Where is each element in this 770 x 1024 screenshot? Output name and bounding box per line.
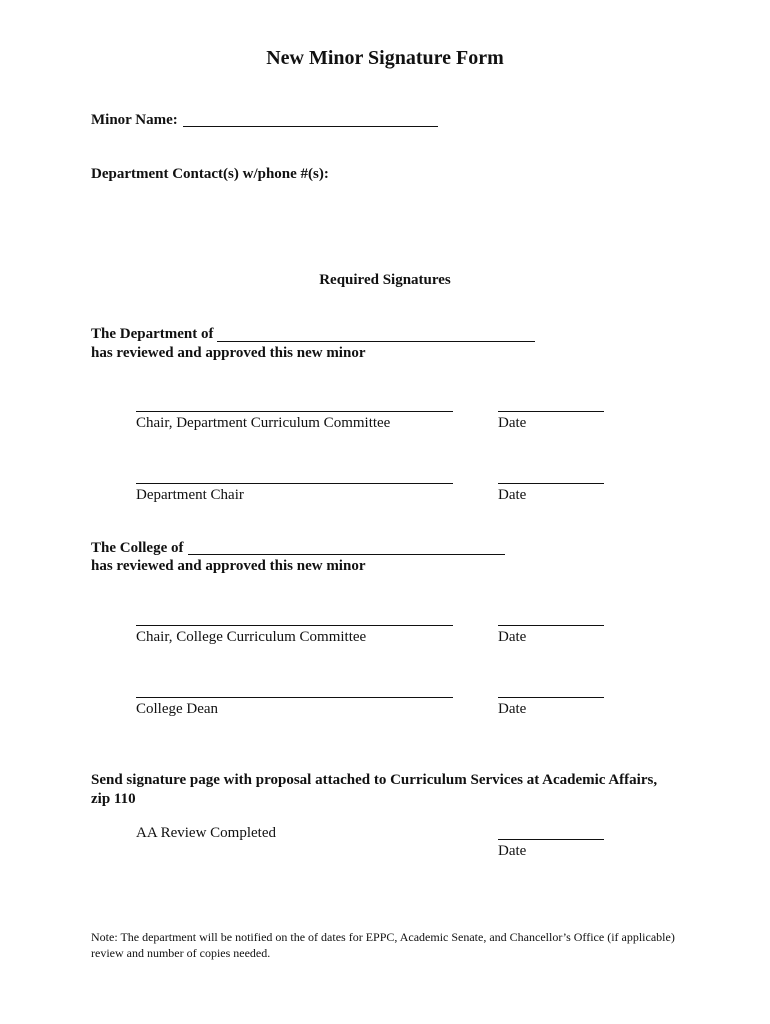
signature-role-label: Chair, College Curriculum Committee [136,629,367,645]
signature-line-dept-curriculum-chair[interactable] [136,411,453,412]
department-contacts-label: Department Contact(s) w/phone #(s): [91,166,329,182]
signature-role-label: College Dean [136,701,219,717]
college-of-label: The College of [91,540,184,556]
signature-role-label: Chair, Department Curriculum Committee [136,415,391,431]
date-label: Date [498,629,527,645]
date-label: Date [498,701,527,717]
date-line-college-curriculum-chair[interactable] [498,625,604,626]
date-line-department-chair[interactable] [498,483,604,484]
send-instructions-line1: Send signature page with proposal attached to Curriculum Services at Academic Affairs, [91,772,658,788]
required-signatures-heading: Required Signatures [319,272,451,288]
aa-review-label: AA Review Completed [136,825,276,841]
college-approval-text: has reviewed and approved this new minor [91,558,366,574]
college-name-field[interactable] [188,554,505,555]
department-of-label: The Department of [91,326,214,342]
date-label: Date [498,843,527,859]
date-line-dept-curriculum-chair[interactable] [498,411,604,412]
footer-note: Note: The department will be notified on the of dates for EPPC, Academic Senate, and Chancellor’s Office (if applicable) review and number of copies needed. [91,930,675,960]
send-instructions-line2: zip 110 [91,791,136,807]
department-approval-text: has reviewed and approved this new minor [91,345,366,361]
signature-line-college-curriculum-chair[interactable] [136,625,453,626]
page-title: New Minor Signature Form [266,47,504,69]
signature-line-college-dean[interactable] [136,697,453,698]
date-line-college-dean[interactable] [498,697,604,698]
department-name-field[interactable] [217,341,535,342]
date-label: Date [498,415,527,431]
signature-line-department-chair[interactable] [136,483,453,484]
minor-name-field[interactable] [183,126,438,127]
date-label: Date [498,487,527,503]
signature-role-label: Department Chair [136,487,244,503]
minor-name-label: Minor Name: [91,112,178,128]
date-line-aa-review[interactable] [498,839,604,840]
